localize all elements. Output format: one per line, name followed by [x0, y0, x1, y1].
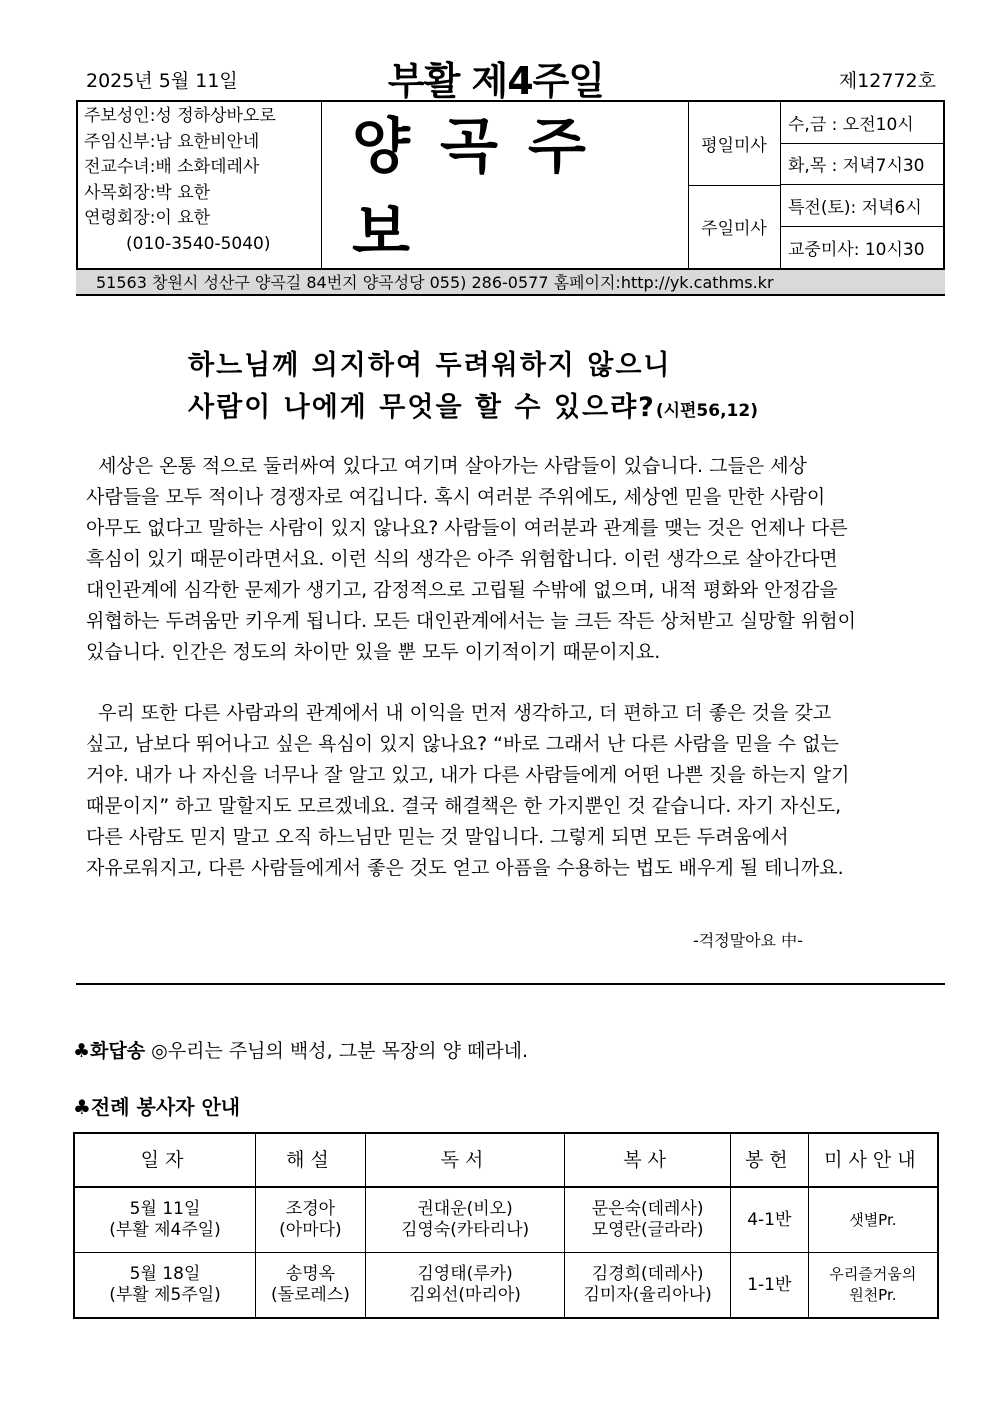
- cell-line: 김미자(율리아나): [583, 1285, 712, 1305]
- text-line: 거야. 내가 나 자신을 너무나 잘 알고 있고, 내가 다른 사람들에게 어떤 나쁜 짓을 하는지 알기: [86, 764, 850, 786]
- mass-guide-cell: [808, 1253, 938, 1319]
- text-line: 아무도 없다고 말하는 사람이 있지 않나요? 사람들이 여러분과 관계를 맺는 것은 언제나 다른: [86, 517, 848, 539]
- weekday-mass-label: 평일미사: [688, 102, 780, 186]
- bulletin-date: 2025년 5월 11일: [86, 70, 238, 92]
- date-cell: [74, 1253, 256, 1319]
- cell-line: 5월 11일: [129, 1199, 201, 1219]
- column-header: 일자: [74, 1133, 256, 1187]
- quote-reference: (시편56,12): [655, 401, 758, 421]
- staff-council-president: 사목회장:박 요한: [84, 182, 211, 203]
- quote-line: 하느님께 의지하여 두려워하지 않으니: [188, 350, 672, 381]
- cell-line: 김외선(마리아): [409, 1285, 521, 1305]
- column-header: 해설: [256, 1133, 366, 1187]
- service-heading: ♣전례 봉사자 안내: [73, 1095, 241, 1119]
- cell-line: 5월 18일: [129, 1264, 201, 1284]
- server-cell: [565, 1253, 731, 1319]
- psalm-label: ♣화답송: [73, 1040, 146, 1062]
- scripture-quote: [188, 345, 758, 432]
- paragraph: [86, 698, 926, 884]
- responsorial-psalm: [73, 1036, 528, 1063]
- staff-phone: (010-3540-5040): [126, 233, 271, 254]
- paragraph: [86, 451, 926, 668]
- issue-number: 제12772호: [838, 70, 936, 92]
- column-header: 봉헌: [730, 1133, 808, 1187]
- server-cell: [565, 1187, 731, 1253]
- mass-time: 수,금 : 오전10시: [780, 102, 943, 144]
- psalm-text: ◎우리는 주님의 백성, 그분 목장의 양 떼라네.: [145, 1040, 529, 1062]
- sunday-mass-label: 주일미사: [701, 219, 767, 239]
- service-table: [73, 1132, 939, 1319]
- cell-line: 권대운(비오): [417, 1199, 513, 1219]
- quote-line: [188, 387, 758, 432]
- address-bar: 51563 창원시 성산구 양곡길 84번지 양곡성당 055) 286-0577 홈페이지:http://yk.cathms.kr: [76, 270, 945, 296]
- mass-times: [780, 102, 943, 268]
- commentator-cell: [256, 1253, 366, 1319]
- cell-line: 김경희(데레사): [591, 1264, 704, 1284]
- commentator-cell: [256, 1187, 366, 1253]
- mass-time: 특전(토): 저녁6시: [780, 185, 943, 227]
- cell-line: 김영숙(카타리나): [400, 1220, 530, 1240]
- text-line: 사람들을 모두 적이나 경쟁자로 여깁니다. 혹시 여러분 주위에도, 세상엔 믿을 만한 사람이: [86, 486, 826, 508]
- cell-line: (부활 제4주일): [109, 1220, 221, 1240]
- text-line: 세상은 온통 적으로 둘러싸여 있다고 여기며 살아가는 사람들이 있습니다. 그들은 세상: [86, 455, 807, 477]
- cell-line: 김영태(루카): [417, 1264, 513, 1284]
- mass-time: 화,목 : 저녁7시30: [780, 144, 943, 186]
- masthead: [322, 102, 689, 268]
- text-line: 때문이지” 하고 말할지도 모르겠네요. 결국 해결책은 한 가지뿐인 것 같습니다. 자기 자신도,: [86, 795, 842, 817]
- offering-cell: 1-1반: [730, 1253, 808, 1319]
- text-line: 대인관계에 심각한 문제가 생기고, 감정적으로 고립될 수밖에 없으며, 내적 평화와 안정감을: [86, 579, 838, 601]
- cell-line: 우리즐거움의: [829, 1265, 917, 1283]
- staff-sister: 전교수녀:배 소화데레사: [84, 157, 260, 177]
- cell-line: 송명옥: [285, 1264, 336, 1284]
- quote-text: 사람이 나에게 무엇을 할 수 있으랴?: [188, 392, 656, 423]
- column-header: 복사: [565, 1133, 731, 1187]
- mass-guide-cell: [808, 1187, 938, 1253]
- cell-line: 조경아: [285, 1199, 336, 1219]
- table-header-row: [74, 1133, 938, 1187]
- text-line: 우리 또한 다른 사람과의 관계에서 내 이익을 먼저 생각하고, 더 편하고 더 좋은 것을 갖고: [86, 702, 832, 724]
- cell-line: (돌로레스): [270, 1285, 350, 1305]
- text-line: 있습니다. 인간은 정도의 차이만 있을 뿐 모두 이기적이기 때문이지요.: [86, 641, 661, 663]
- cell-line: 샛별Pr.: [849, 1210, 897, 1229]
- staff-list: [78, 102, 322, 268]
- cell-line: 원천Pr.: [849, 1286, 897, 1304]
- reader-cell: [365, 1187, 565, 1253]
- table-row: [74, 1253, 938, 1319]
- column-header: 미사안내: [808, 1133, 938, 1187]
- bulletin-title: 부활 제4주일: [387, 59, 605, 103]
- offering-cell: 4-1반: [730, 1187, 808, 1253]
- source-citation: -걱정말아요 中-: [693, 931, 803, 950]
- cell-line: (아마다): [279, 1220, 342, 1240]
- staff-pastor: 주임신부:남 요한비안네: [84, 131, 260, 152]
- mass-time: 교중미사: 10시30: [788, 239, 925, 260]
- header-box: [76, 100, 945, 270]
- staff-patron: 주보성인:성 정하상바오로: [84, 106, 276, 126]
- divider: [76, 983, 945, 985]
- text-line: 위협하는 두려움만 키우게 됩니다. 모든 대인관계에서는 늘 크든 작든 상처받고 실망할 위험이: [86, 610, 856, 632]
- text-line: 흑심이 있기 때문이라면서요. 이런 식의 생각은 아주 위험합니다. 이런 생각으로 살아간다면: [86, 548, 838, 570]
- staff-funeral-president: 연령회장:이 요한: [84, 208, 211, 228]
- text-line: 다른 사람도 믿지 말고 오직 하느님만 믿는 것 말입니다. 그렇게 되면 모든 두려움에서: [86, 826, 789, 848]
- cell-line: (부활 제5주일): [109, 1285, 221, 1305]
- date-cell: [74, 1187, 256, 1253]
- column-header: 독서: [365, 1133, 565, 1187]
- text-line: 싶고, 남보다 뛰어나고 싶은 욕심이 있지 않나요? “바로 그래서 난 다른 사람을 믿을 수 없는: [86, 733, 839, 755]
- cell-line: 문은숙(데레사): [591, 1199, 704, 1219]
- mass-labels: [688, 102, 781, 268]
- text-line: 자유로워지고, 다른 사람들에게서 좋은 것도 얻고 아픔을 수용하는 법도 배우게 될 테니까요.: [86, 857, 844, 879]
- cell-line: 모영란(글라라): [591, 1220, 704, 1240]
- masthead-title: 양곡주보: [352, 112, 616, 268]
- reader-cell: [365, 1253, 565, 1319]
- table-row: [74, 1187, 938, 1253]
